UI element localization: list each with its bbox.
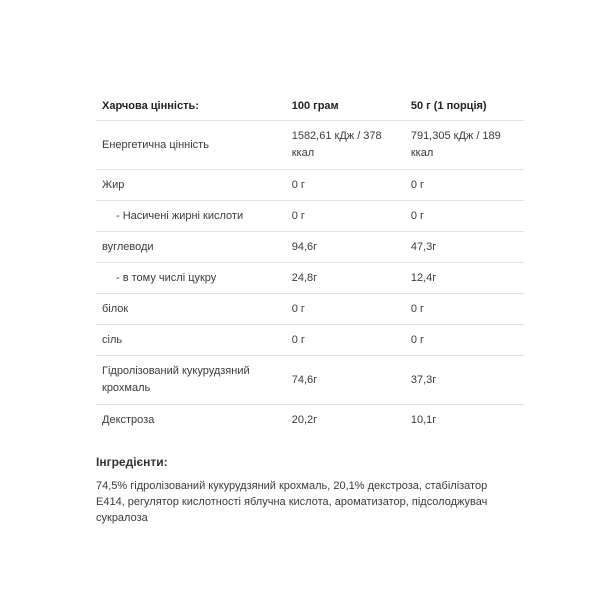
table-row [96, 405, 524, 436]
row-name: Декстроза [102, 413, 155, 426]
row-per-50g: 12,4г [405, 263, 524, 294]
table-row [96, 294, 524, 325]
row-per-100g: 94,6г [286, 232, 405, 263]
table-row [96, 201, 524, 232]
row-per-50g: 47,3г [405, 232, 524, 263]
row-name: - Насичені жирні кислоти [96, 201, 286, 232]
row-per-50g: 10,1г [410, 413, 437, 426]
table-row [96, 356, 524, 405]
row-name: сіль [96, 325, 286, 356]
table-row [96, 325, 524, 356]
row-per-100g: 20,2г [291, 413, 318, 426]
row-name: вуглеводи [96, 232, 286, 263]
table-row [96, 263, 524, 294]
header-per-100g: 100 грам [286, 93, 405, 121]
ingredients-text: 74,5% гідролізований кукурудзяний крохмаль, 20,1% декстроза, стабілізатор E414, регулятор кислотності яблучна кислота, ароматизатор, підсолоджувач сукралоза [96, 480, 488, 524]
row-name: Енергетична цінність [96, 121, 286, 170]
row-per-100g: 0 г [286, 294, 405, 325]
row-per-100g: 0 г [286, 201, 405, 232]
row-name: білок [96, 294, 286, 325]
row-per-100g: 0 г [286, 170, 405, 201]
header-nutrition-value: Харчова цінність: [96, 93, 286, 121]
row-per-50g: 791,305 кДж / 189 ккал [405, 121, 524, 170]
row-name: - в тому числі цукру [96, 263, 286, 294]
header-per-50g: 50 г (1 порція) [405, 93, 524, 121]
table-row [96, 170, 524, 201]
row-per-50g: 37,3г [405, 356, 524, 405]
row-per-100g: 1582,61 кДж / 378 ккал [286, 121, 405, 170]
row-per-50g: 0 г [405, 170, 524, 201]
row-per-50g: 0 г [405, 294, 524, 325]
table-row [96, 121, 524, 170]
row-name: Жир [96, 170, 286, 201]
table-header-row [96, 93, 524, 121]
row-per-100g: 0 г [286, 325, 405, 356]
row-per-100g: 24,8г [286, 263, 405, 294]
table-row [96, 232, 524, 263]
row-per-100g: 74,6г [286, 356, 405, 405]
row-per-50g: 0 г [405, 325, 524, 356]
row-name: Гідролізований кукурудзяний крохмаль [96, 356, 286, 405]
ingredients-heading: Інгредієнти: [96, 455, 168, 469]
row-per-50g: 0 г [405, 201, 524, 232]
nutrition-table [96, 93, 524, 435]
